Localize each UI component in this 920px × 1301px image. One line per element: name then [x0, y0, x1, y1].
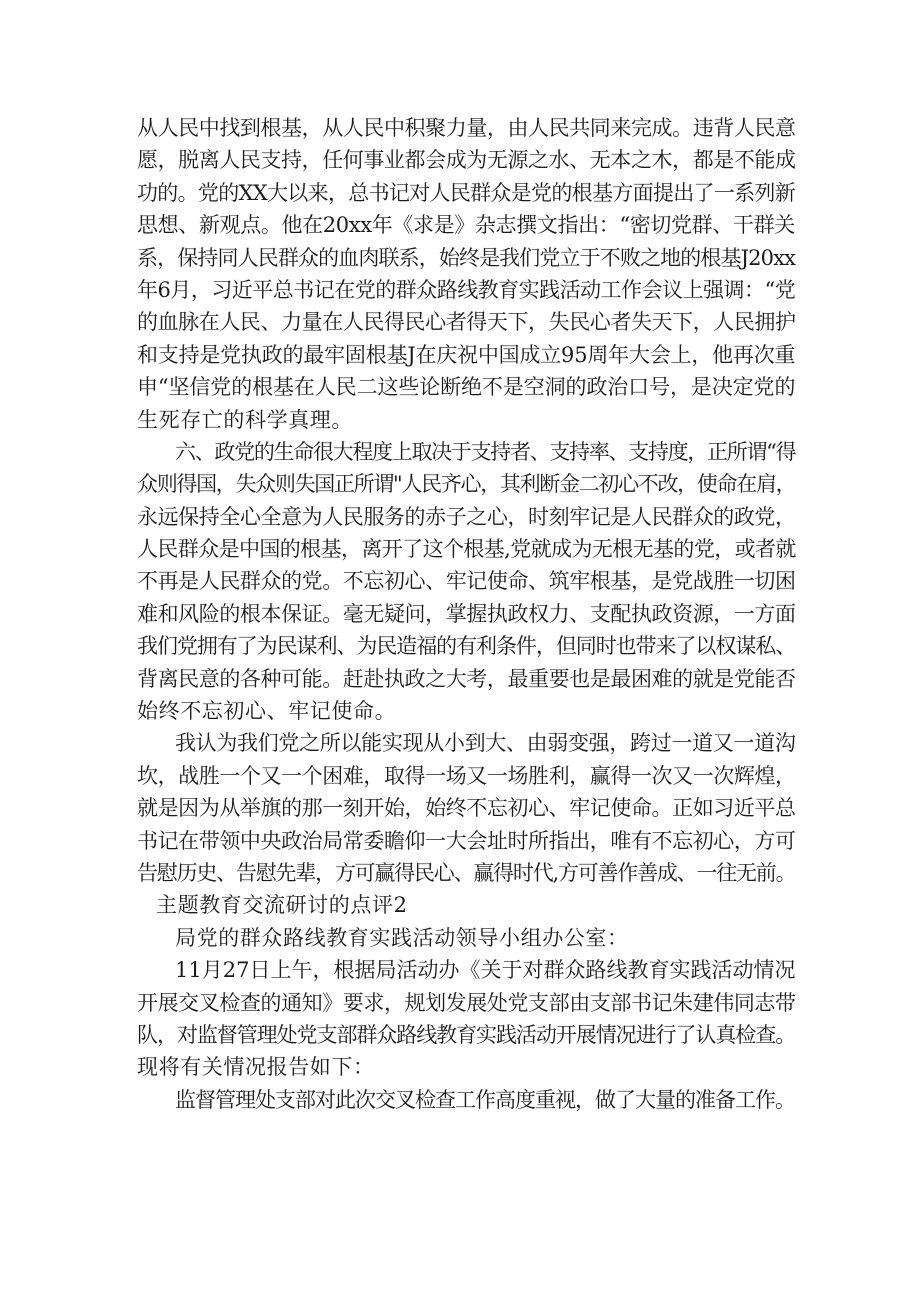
text-line: 系，保持同人民群众的血肉联系，始终是我们党立于不败之地的根基J20xx [137, 245, 796, 270]
text-line: 思想、新观点。他在20xx年《求是》杂志撰文指出：“密切党群、干群关 [137, 213, 795, 238]
text-line: 和支持是党执政的最牢固根基J在庆祝中国成立95周年大会上，他再次重 [137, 342, 796, 367]
section-heading: 主题教育交流研讨的点评2 [156, 893, 408, 918]
text-line: 11月27日上午，根据局活动办《关于对群众路线教育实践活动情况 [175, 958, 796, 983]
text-line: 我认为我们党之所以能实现从小到大、由弱变强，跨过一道又一道沟 [175, 731, 796, 756]
text-line: 众则得国，失众则失国正所谓"人民齐心，其利断金二初心不改，使命在肩， [137, 472, 796, 497]
text-line: 申“坚信党的根基在人民二这些论断绝不是空洞的政治口号，是决定党的 [137, 375, 796, 400]
text-line: 开展交叉检查的通知》要求，规划发展处党支部由支部书记朱建伟同志带 [137, 990, 796, 1015]
text-line: 监督管理处支部对此次交叉检查工作高度重视，做了大量的准备工作。 [175, 1087, 796, 1112]
text-line: 书记在带领中央政治局常委瞻仰一大会址时所指出，唯有不忘初心，方可 [137, 828, 796, 853]
text-line: 告慰历史、告慰先辈，方可赢得民心、赢得时代,方可善作善成、一往无前。 [137, 860, 796, 885]
paragraph-3 [137, 727, 797, 889]
paragraph-1 [137, 112, 797, 436]
text-line: 从人民中找到根基，从人民中积聚力量，由人民共同来完成。违背人民意 [137, 116, 796, 140]
text-line: 功的。党的XX大以来，总书记对人民群众是党的根基方面提出了一系列新 [137, 180, 796, 205]
text-line: 难和风险的根本保证。毫无疑问，掌握执政权力、支配执政资源，一方面 [137, 601, 796, 626]
text-line: 人民群众是中国的根基，离开了这个根基,党就成为无根无基的党，或者就 [137, 537, 796, 562]
text-line: 永远保持全心全意为人民服务的赤子之心，时刻牢记是人民群众的政党， [137, 504, 796, 529]
text-line: 的血脉在人民、力量在人民得民心者得天下，失民心者失天下，人民拥护 [137, 310, 796, 335]
paragraph-4 [137, 954, 797, 1084]
paragraph-2 [137, 436, 797, 728]
salutation: 局党的群众路线教育实践活动领导小组办公室： [175, 925, 629, 950]
text-line: 愿，脱离人民支持，任何事业都会成为无源之水、无本之木，都是不能成 [137, 148, 796, 173]
text-line: 生死存亡的科学真理。 [137, 407, 353, 432]
text-line: 年6月，习近平总书记在党的群众路线教育实践活动工作会议上强调：“党 [137, 277, 796, 302]
text-line: 始终不忘初心、牢记使命。 [137, 699, 397, 724]
paragraph-5 [137, 1084, 797, 1116]
text-line: 六、政党的生命很大程度上取决于支持者、支持率、支持度，正所谓“得 [175, 439, 796, 464]
text-line: 队，对监督管理处党支部群众路线教育实践活动开展情况进行了认真检查。 [137, 1022, 796, 1047]
text-line: 现将有关情况报告如下： [137, 1055, 375, 1080]
text-line: 背离民意的各种可能。赶赴执政之大考，最重要也是最困难的就是党能否 [137, 666, 796, 691]
text-line: 就是因为从举旗的那一刻开始，始终不忘初心、牢记使命。正如习近平总 [137, 796, 796, 821]
document-body [137, 112, 797, 1116]
text-line: 不再是人民群众的党。不忘初心、牢记使命、筑牢根基，是党战胜一切困 [137, 569, 796, 594]
text-line: 我们党拥有了为民谋利、为民造福的有利条件，但同时也带来了以权谋私、 [137, 634, 796, 659]
text-line: 坎，战胜一个又一个困难，取得一场又一场胜利，赢得一次又一次辉煌， [137, 763, 796, 788]
